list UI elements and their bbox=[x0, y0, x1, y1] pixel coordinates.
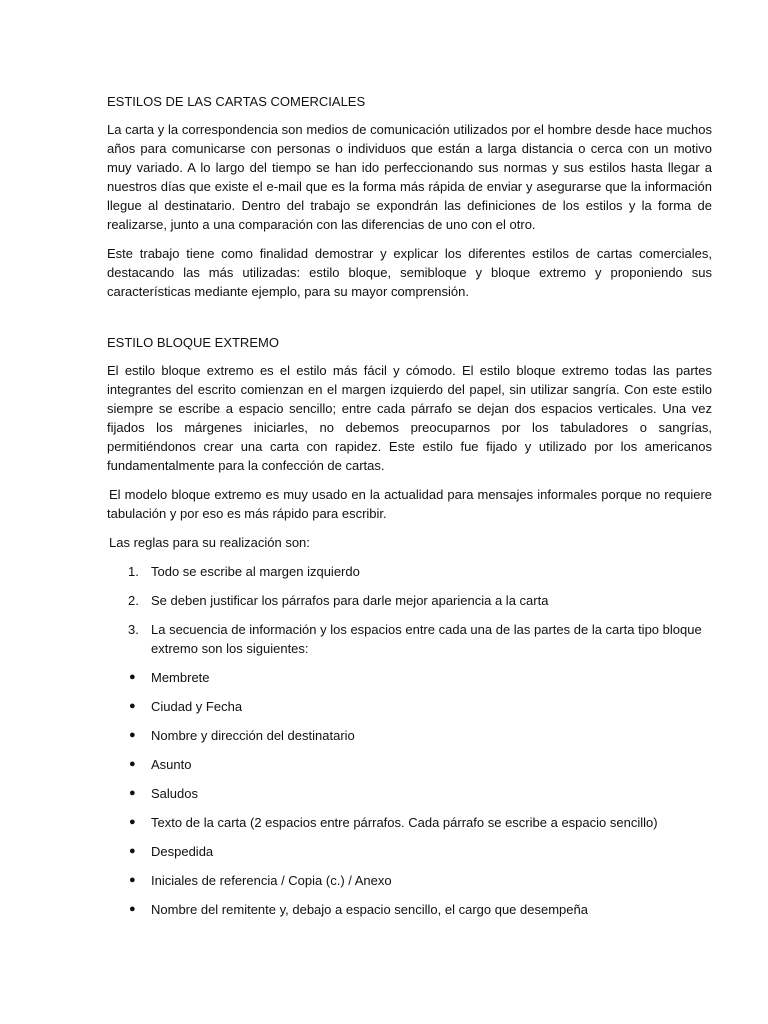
list-item bbox=[107, 813, 712, 832]
letter-parts-list bbox=[107, 668, 712, 919]
list-item bbox=[107, 697, 712, 716]
list-item bbox=[107, 871, 712, 890]
list-item-text: Saludos bbox=[151, 786, 198, 801]
rules-list bbox=[107, 562, 712, 658]
list-item bbox=[107, 755, 712, 774]
list-item-text: Nombre del remitente y, debajo a espacio sencillo, el cargo que desempeña bbox=[151, 902, 588, 917]
document-body bbox=[107, 92, 712, 929]
list-item-text: Membrete bbox=[151, 670, 210, 685]
list-item bbox=[107, 784, 712, 803]
bullet-icon: ● bbox=[129, 671, 136, 683]
rule-number: 1. bbox=[128, 564, 139, 579]
list-item-text: Despedida bbox=[151, 844, 214, 859]
list-item bbox=[107, 842, 712, 861]
rules-intro: Las reglas para su realización son: bbox=[109, 535, 310, 550]
bullet-icon: ● bbox=[129, 787, 136, 799]
paragraph-bloque-1: El estilo bloque extremo es el estilo más fácil y cómodo. El estilo bloque extremo todas las partes integrantes del escrito comienzan en el margen izquierdo del papel, sin utilizar sangría. Con este estilo siempre se escribe a espacio sencillo; entre cada párrafo se dejan dos espacios verticales. Una vez fijados los márgenes iniciarles, no debemos preocuparnos por los tabuladores o sangrías, permitiéndonos crear una carta con rapidez. Este estilo fue fijado y utilizado por los americanos fundamentalmente para la confección de cartas. bbox=[107, 363, 712, 473]
bullet-icon: ● bbox=[129, 700, 136, 712]
section-title-estilos: ESTILOS DE LAS CARTAS COMERCIALES bbox=[107, 94, 366, 109]
list-item-text: Ciudad y Fecha bbox=[151, 699, 243, 714]
list-item bbox=[107, 668, 712, 687]
rule-item bbox=[107, 591, 712, 610]
bullet-icon: ● bbox=[129, 845, 136, 857]
rule-item bbox=[107, 620, 712, 658]
section-title-bloque-extremo: ESTILO BLOQUE EXTREMO bbox=[107, 335, 279, 350]
bullet-icon: ● bbox=[129, 874, 136, 886]
list-item-text: Nombre y dirección del destinatario bbox=[151, 728, 355, 743]
bullet-icon: ● bbox=[129, 816, 136, 828]
rule-text: La secuencia de información y los espacios entre cada una de las partes de la carta tipo bloque extremo son los siguientes: bbox=[151, 622, 702, 656]
bullet-icon: ● bbox=[129, 903, 136, 915]
paragraph-bloque-2: El modelo bloque extremo es muy usado en la actualidad para mensajes informales porque no requiere tabulación y por eso es más rápido para escribir. bbox=[107, 487, 712, 521]
rule-item bbox=[107, 562, 712, 581]
rule-text: Todo se escribe al margen izquierdo bbox=[151, 564, 360, 579]
list-item-text: Asunto bbox=[151, 757, 192, 772]
list-item-text: Iniciales de referencia / Copia (c.) / Anexo bbox=[151, 873, 392, 888]
paragraph-intro-1: La carta y la correspondencia son medios de comunicación utilizados por el hombre desde hace muchos años para comunicarse con personas o individuos que están a larga distancia o cerca con un motivo muy variado. A lo largo del tiempo se han ido perfeccionando sus normas y sus estilos hasta llegar a nuestros días que existe el e-mail que es la forma más rápida de enviar y asegurarse que la información llegue al destinatario. Dentro del trabajo se expondrán las definiciones de los estilos y la forma de realizarse, junto a una comparación con las diferencias de uno con el otro. bbox=[107, 122, 712, 232]
rule-number: 2. bbox=[128, 593, 139, 608]
list-item bbox=[107, 726, 712, 745]
bullet-icon: ● bbox=[129, 758, 136, 770]
list-item bbox=[107, 900, 712, 919]
list-item-text: Texto de la carta (2 espacios entre párrafos. Cada párrafo se escribe a espacio sencillo) bbox=[151, 815, 658, 830]
rule-text: Se deben justificar los párrafos para darle mejor apariencia a la carta bbox=[151, 593, 549, 608]
bullet-icon: ● bbox=[129, 729, 136, 741]
rule-number: 3. bbox=[128, 622, 139, 637]
paragraph-intro-2: Este trabajo tiene como finalidad demostrar y explicar los diferentes estilos de cartas comerciales, destacando las más utilizadas: estilo bloque, semibloque y bloque extremo y proponiendo sus características mediante ejemplo, para su mayor comprensión. bbox=[107, 246, 712, 299]
